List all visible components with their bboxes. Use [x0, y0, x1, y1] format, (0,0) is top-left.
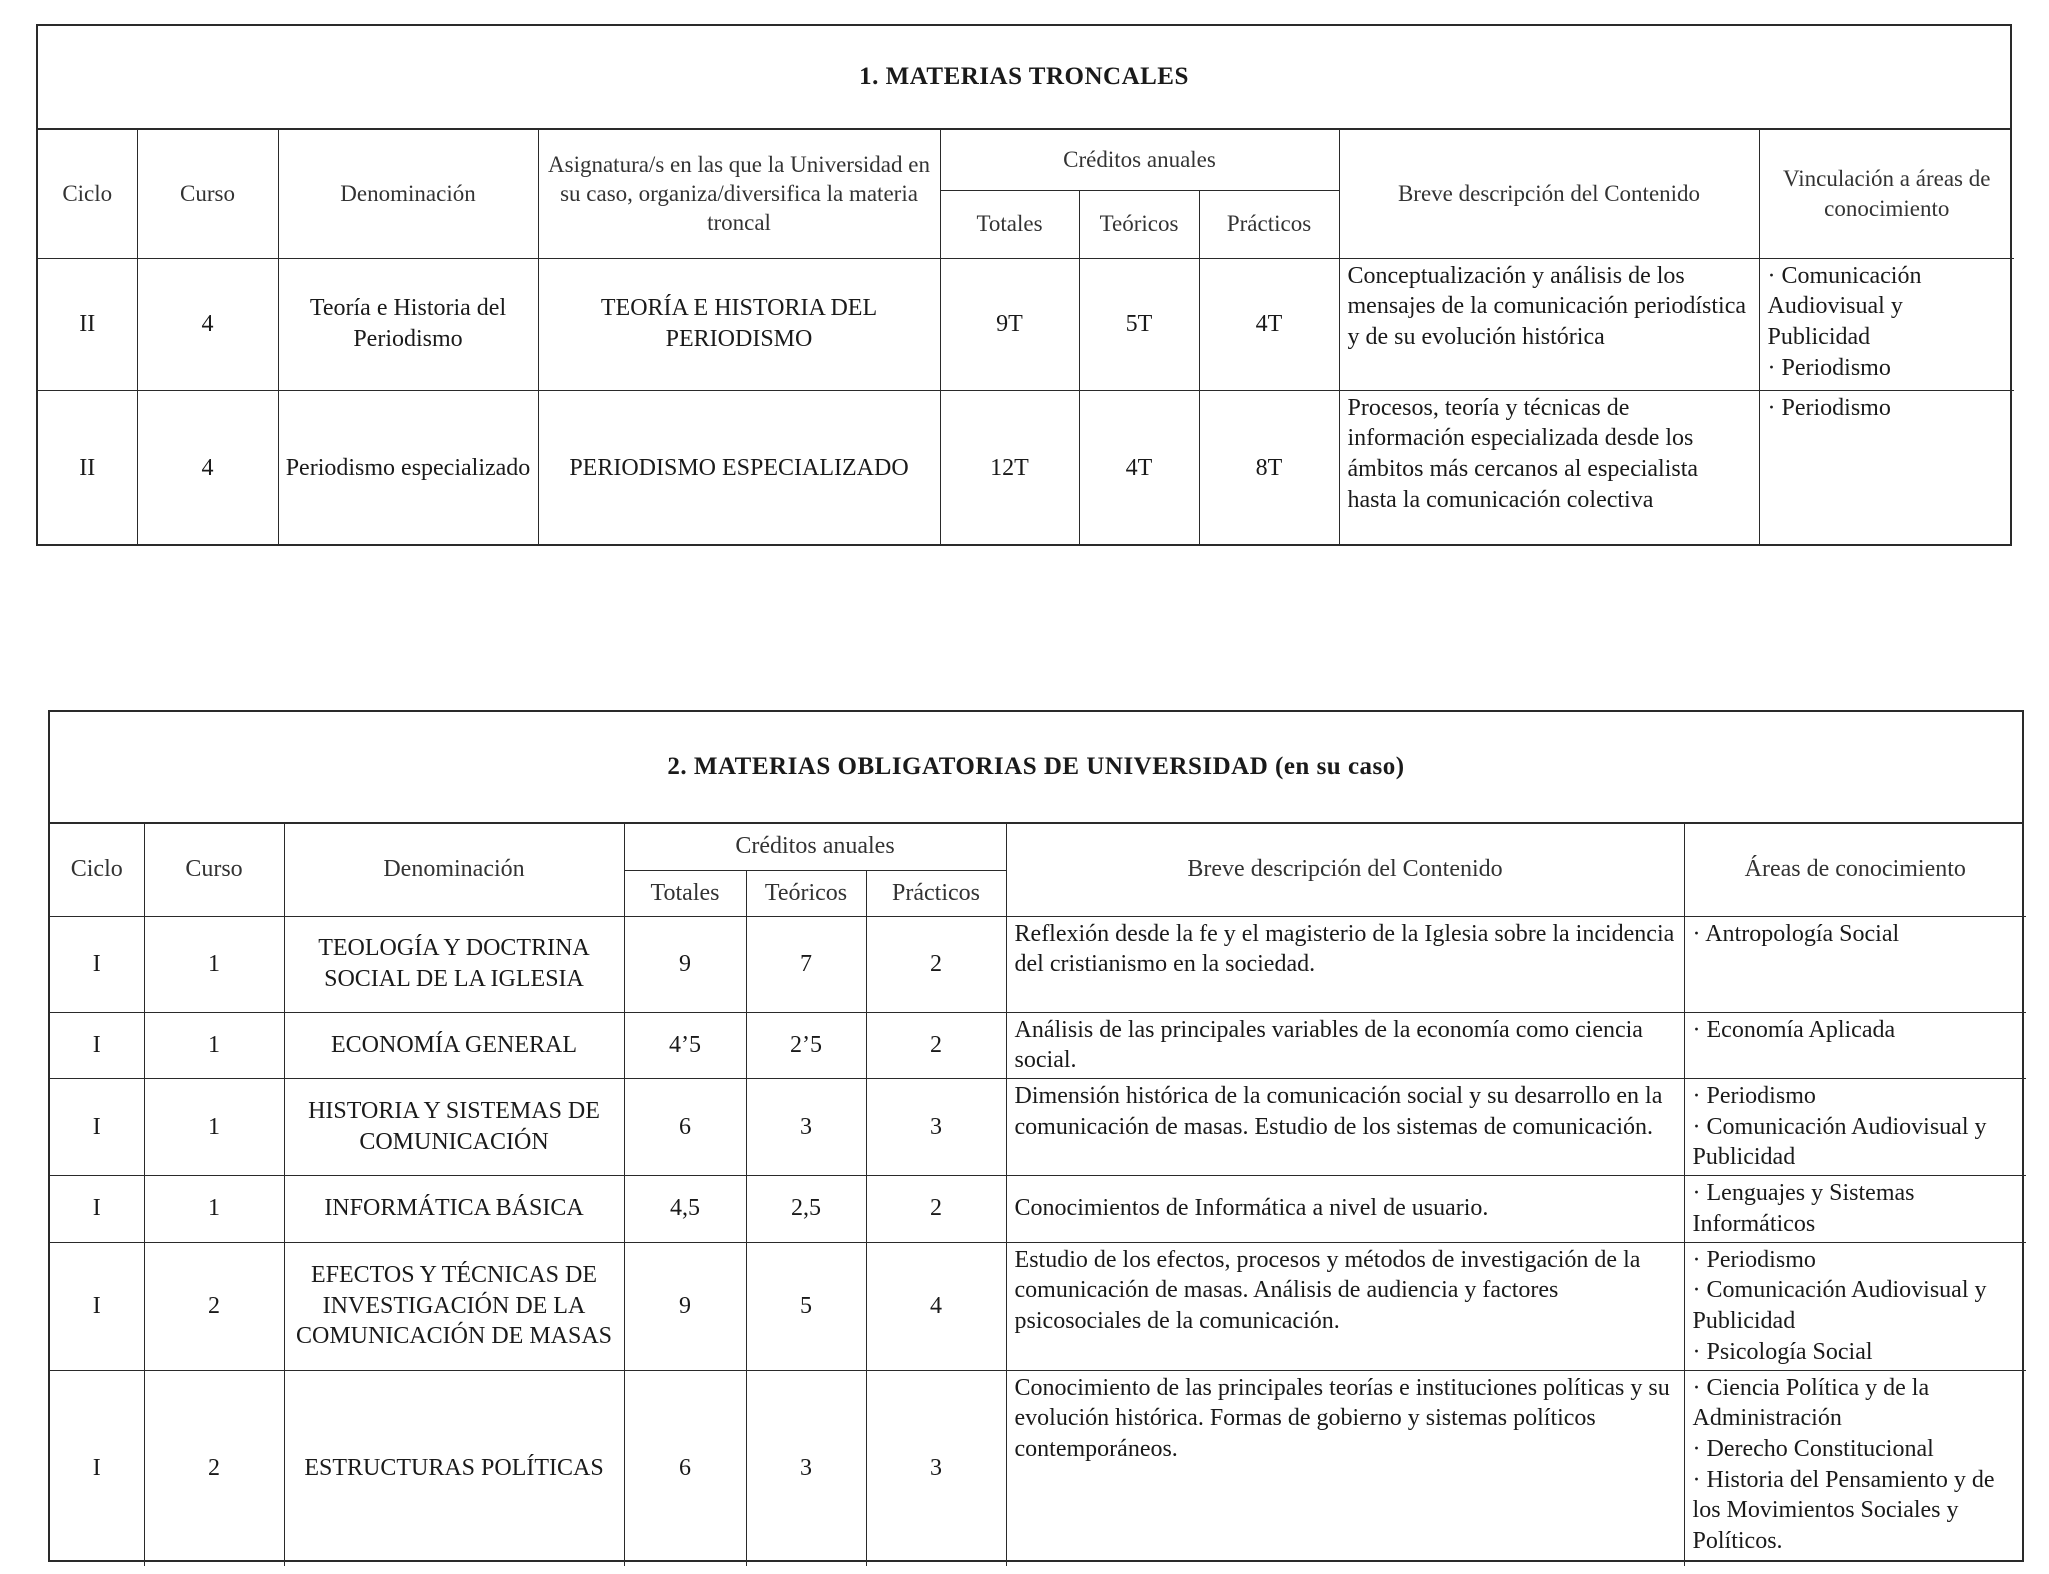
- cell-curso: 1: [144, 1012, 284, 1078]
- header-teoricos: Teóricos: [1079, 190, 1199, 258]
- cell-ciclo: I: [50, 1242, 144, 1370]
- materias-obligatorias-table: [48, 710, 2024, 1562]
- header-teoricos: Teóricos: [746, 870, 866, 916]
- cell-descripcion: Procesos, teoría y técnicas de información especializada desde los ámbitos más cercanos al especialista hasta la comunicación colectiva: [1339, 390, 1759, 546]
- table-row: [50, 1242, 2026, 1370]
- area-item: · Comunicación Audiovisual y Publicidad: [1767, 262, 1922, 350]
- cell-practicos: 4T: [1199, 258, 1339, 390]
- cell-curso: 1: [144, 1078, 284, 1175]
- cell-practicos: 2: [866, 1176, 1006, 1242]
- cell-practicos: 3: [866, 1370, 1006, 1566]
- area-item: · Periodismo: [1767, 394, 1891, 421]
- table-row: [50, 1176, 2026, 1242]
- cell-totales: 12T: [940, 390, 1079, 546]
- table-row: [50, 1078, 2026, 1175]
- header-asignaturas: Asignatura/s en las que la Universidad en su caso, organiza/diversifica la materia troncal: [538, 130, 940, 258]
- area-item: · Ciencia Política y de la Administración: [1692, 1374, 1930, 1432]
- cell-descripcion: Conceptualización y análisis de los mensajes de la comunicación periodística y de su evolución histórica: [1339, 258, 1759, 390]
- cell-curso: 1: [144, 916, 284, 1012]
- cell-ciclo: II: [38, 258, 137, 390]
- table-row: [50, 1012, 2026, 1078]
- header-curso: Curso: [144, 824, 284, 916]
- cell-totales: 6: [624, 1078, 746, 1175]
- cell-teoricos: 7: [746, 916, 866, 1012]
- area-item: · Periodismo: [1767, 354, 1891, 381]
- area-item: · Comunicación Audiovisual y Publicidad: [1692, 1277, 1987, 1334]
- cell-teoricos: 2’5: [746, 1012, 866, 1078]
- header-denominacion: Denominación: [284, 824, 624, 916]
- area-item: · Historia del Pensamiento y de los Movimientos Sociales y Políticos.: [1692, 1466, 1995, 1555]
- header-denominacion: Denominación: [278, 130, 538, 258]
- cell-teoricos: 3: [746, 1370, 866, 1566]
- cell-denominacion: HISTORIA Y SISTEMAS DE COMUNICACIÓN: [284, 1078, 624, 1175]
- cell-descripcion: Análisis de las principales variables de la economía como ciencia social.: [1006, 1012, 1684, 1078]
- cell-asignatura: PERIODISMO ESPECIALIZADO: [538, 390, 940, 546]
- cell-totales: 9: [624, 1242, 746, 1370]
- cell-areas: [1684, 1370, 2026, 1566]
- header-curso: Curso: [137, 130, 278, 258]
- cell-teoricos: 5T: [1079, 258, 1199, 390]
- table-title: 2. MATERIAS OBLIGATORIAS DE UNIVERSIDAD (en su caso): [50, 712, 2022, 824]
- cell-descripcion: Reflexión desde la fe y el magisterio de la Iglesia sobre la incidencia del cristianismo en la sociedad.: [1006, 916, 1684, 1012]
- cell-areas: [1684, 1242, 2026, 1370]
- table-row: [50, 1370, 2026, 1566]
- obligatorias-grid: [50, 824, 2026, 1566]
- cell-areas: [1759, 390, 2014, 546]
- cell-descripcion: Dimensión histórica de la comunicación social y su desarrollo en la comunicación de masas. Estudio de los sistemas de comunicación.: [1006, 1078, 1684, 1175]
- cell-ciclo: I: [50, 1012, 144, 1078]
- area-item: · Lenguajes y Sistemas Informáticos: [1692, 1180, 1915, 1237]
- header-creditos-anuales: Créditos anuales: [624, 824, 1006, 870]
- cell-denominacion: ECONOMÍA GENERAL: [284, 1012, 624, 1078]
- area-item: · Comunicación Audiovisual y Publicidad: [1692, 1113, 1987, 1171]
- table-row: [50, 916, 2026, 1012]
- cell-areas: [1684, 1078, 2026, 1175]
- cell-practicos: 4: [866, 1242, 1006, 1370]
- cell-totales: 4’5: [624, 1012, 746, 1078]
- header-totales: Totales: [624, 870, 746, 916]
- cell-curso: 1: [144, 1176, 284, 1242]
- cell-asignatura: TEORÍA E HISTORIA DEL PERIODISMO: [538, 258, 940, 390]
- cell-ciclo: I: [50, 1078, 144, 1175]
- cell-teoricos: 5: [746, 1242, 866, 1370]
- cell-totales: 4,5: [624, 1176, 746, 1242]
- cell-ciclo: I: [50, 1176, 144, 1242]
- cell-totales: 6: [624, 1370, 746, 1566]
- area-item: · Antropología Social: [1692, 920, 1900, 947]
- cell-descripcion: Conocimientos de Informática a nivel de usuario.: [1006, 1176, 1684, 1242]
- cell-practicos: 2: [866, 916, 1006, 1012]
- header-ciclo: Ciclo: [38, 130, 137, 258]
- cell-areas: [1684, 916, 2026, 1012]
- area-item: · Economía Aplicada: [1692, 1016, 1896, 1043]
- cell-areas: [1684, 1176, 2026, 1242]
- cell-curso: 4: [137, 390, 278, 546]
- table-row: [38, 390, 2014, 546]
- cell-areas: [1684, 1012, 2026, 1078]
- cell-descripcion: Conocimiento de las principales teorías e instituciones políticas y su evolución histórica. Formas de gobierno y sistemas políticos contemporáneos.: [1006, 1370, 1684, 1566]
- troncales-grid: [38, 130, 2014, 546]
- area-item: · Periodismo: [1692, 1246, 1816, 1273]
- cell-curso: 2: [144, 1370, 284, 1566]
- cell-totales: 9T: [940, 258, 1079, 390]
- cell-ciclo: I: [50, 916, 144, 1012]
- cell-areas: [1759, 258, 2014, 390]
- header-descripcion: Breve descripción del Contenido: [1339, 130, 1759, 258]
- header-practicos: Prácticos: [866, 870, 1006, 916]
- cell-denominacion: TEOLOGÍA Y DOCTRINA SOCIAL DE LA IGLESIA: [284, 916, 624, 1012]
- cell-teoricos: 4T: [1079, 390, 1199, 546]
- cell-curso: 2: [144, 1242, 284, 1370]
- header-vinculacion: Vinculación a áreas de conocimiento: [1759, 130, 2014, 258]
- cell-curso: 4: [137, 258, 278, 390]
- area-item: · Periodismo: [1692, 1082, 1816, 1109]
- header-descripcion: Breve descripción del Contenido: [1006, 824, 1684, 916]
- area-item: · Derecho Constitucional: [1692, 1435, 1934, 1462]
- header-practicos: Prácticos: [1199, 190, 1339, 258]
- cell-denominacion: Periodismo especializado: [278, 390, 538, 546]
- header-totales: Totales: [940, 190, 1079, 258]
- materias-troncales-table: [36, 24, 2012, 546]
- header-areas: Áreas de conocimiento: [1684, 824, 2026, 916]
- cell-denominacion: ESTRUCTURAS POLÍTICAS: [284, 1370, 624, 1566]
- header-creditos-anuales: Créditos anuales: [940, 130, 1339, 190]
- table-title: 1. MATERIAS TRONCALES: [38, 26, 2010, 130]
- cell-teoricos: 3: [746, 1078, 866, 1175]
- cell-practicos: 2: [866, 1012, 1006, 1078]
- cell-ciclo: II: [38, 390, 137, 546]
- cell-teoricos: 2,5: [746, 1176, 866, 1242]
- cell-practicos: 3: [866, 1078, 1006, 1175]
- header-ciclo: Ciclo: [50, 824, 144, 916]
- cell-denominacion: INFORMÁTICA BÁSICA: [284, 1176, 624, 1242]
- cell-ciclo: I: [50, 1370, 144, 1566]
- table-row: [38, 258, 2014, 390]
- cell-totales: 9: [624, 916, 746, 1012]
- area-item: · Psicología Social: [1692, 1338, 1873, 1365]
- cell-denominacion: EFECTOS Y TÉCNICAS DE INVESTIGACIÓN DE LA COMUNICACIÓN DE MASAS: [284, 1242, 624, 1370]
- cell-denominacion: Teoría e Historia del Periodismo: [278, 258, 538, 390]
- cell-practicos: 8T: [1199, 390, 1339, 546]
- cell-descripcion: Estudio de los efectos, procesos y métodos de investigación de la comunicación de masas. Análisis de audiencia y factores psicosociales de la comunicación.: [1006, 1242, 1684, 1370]
